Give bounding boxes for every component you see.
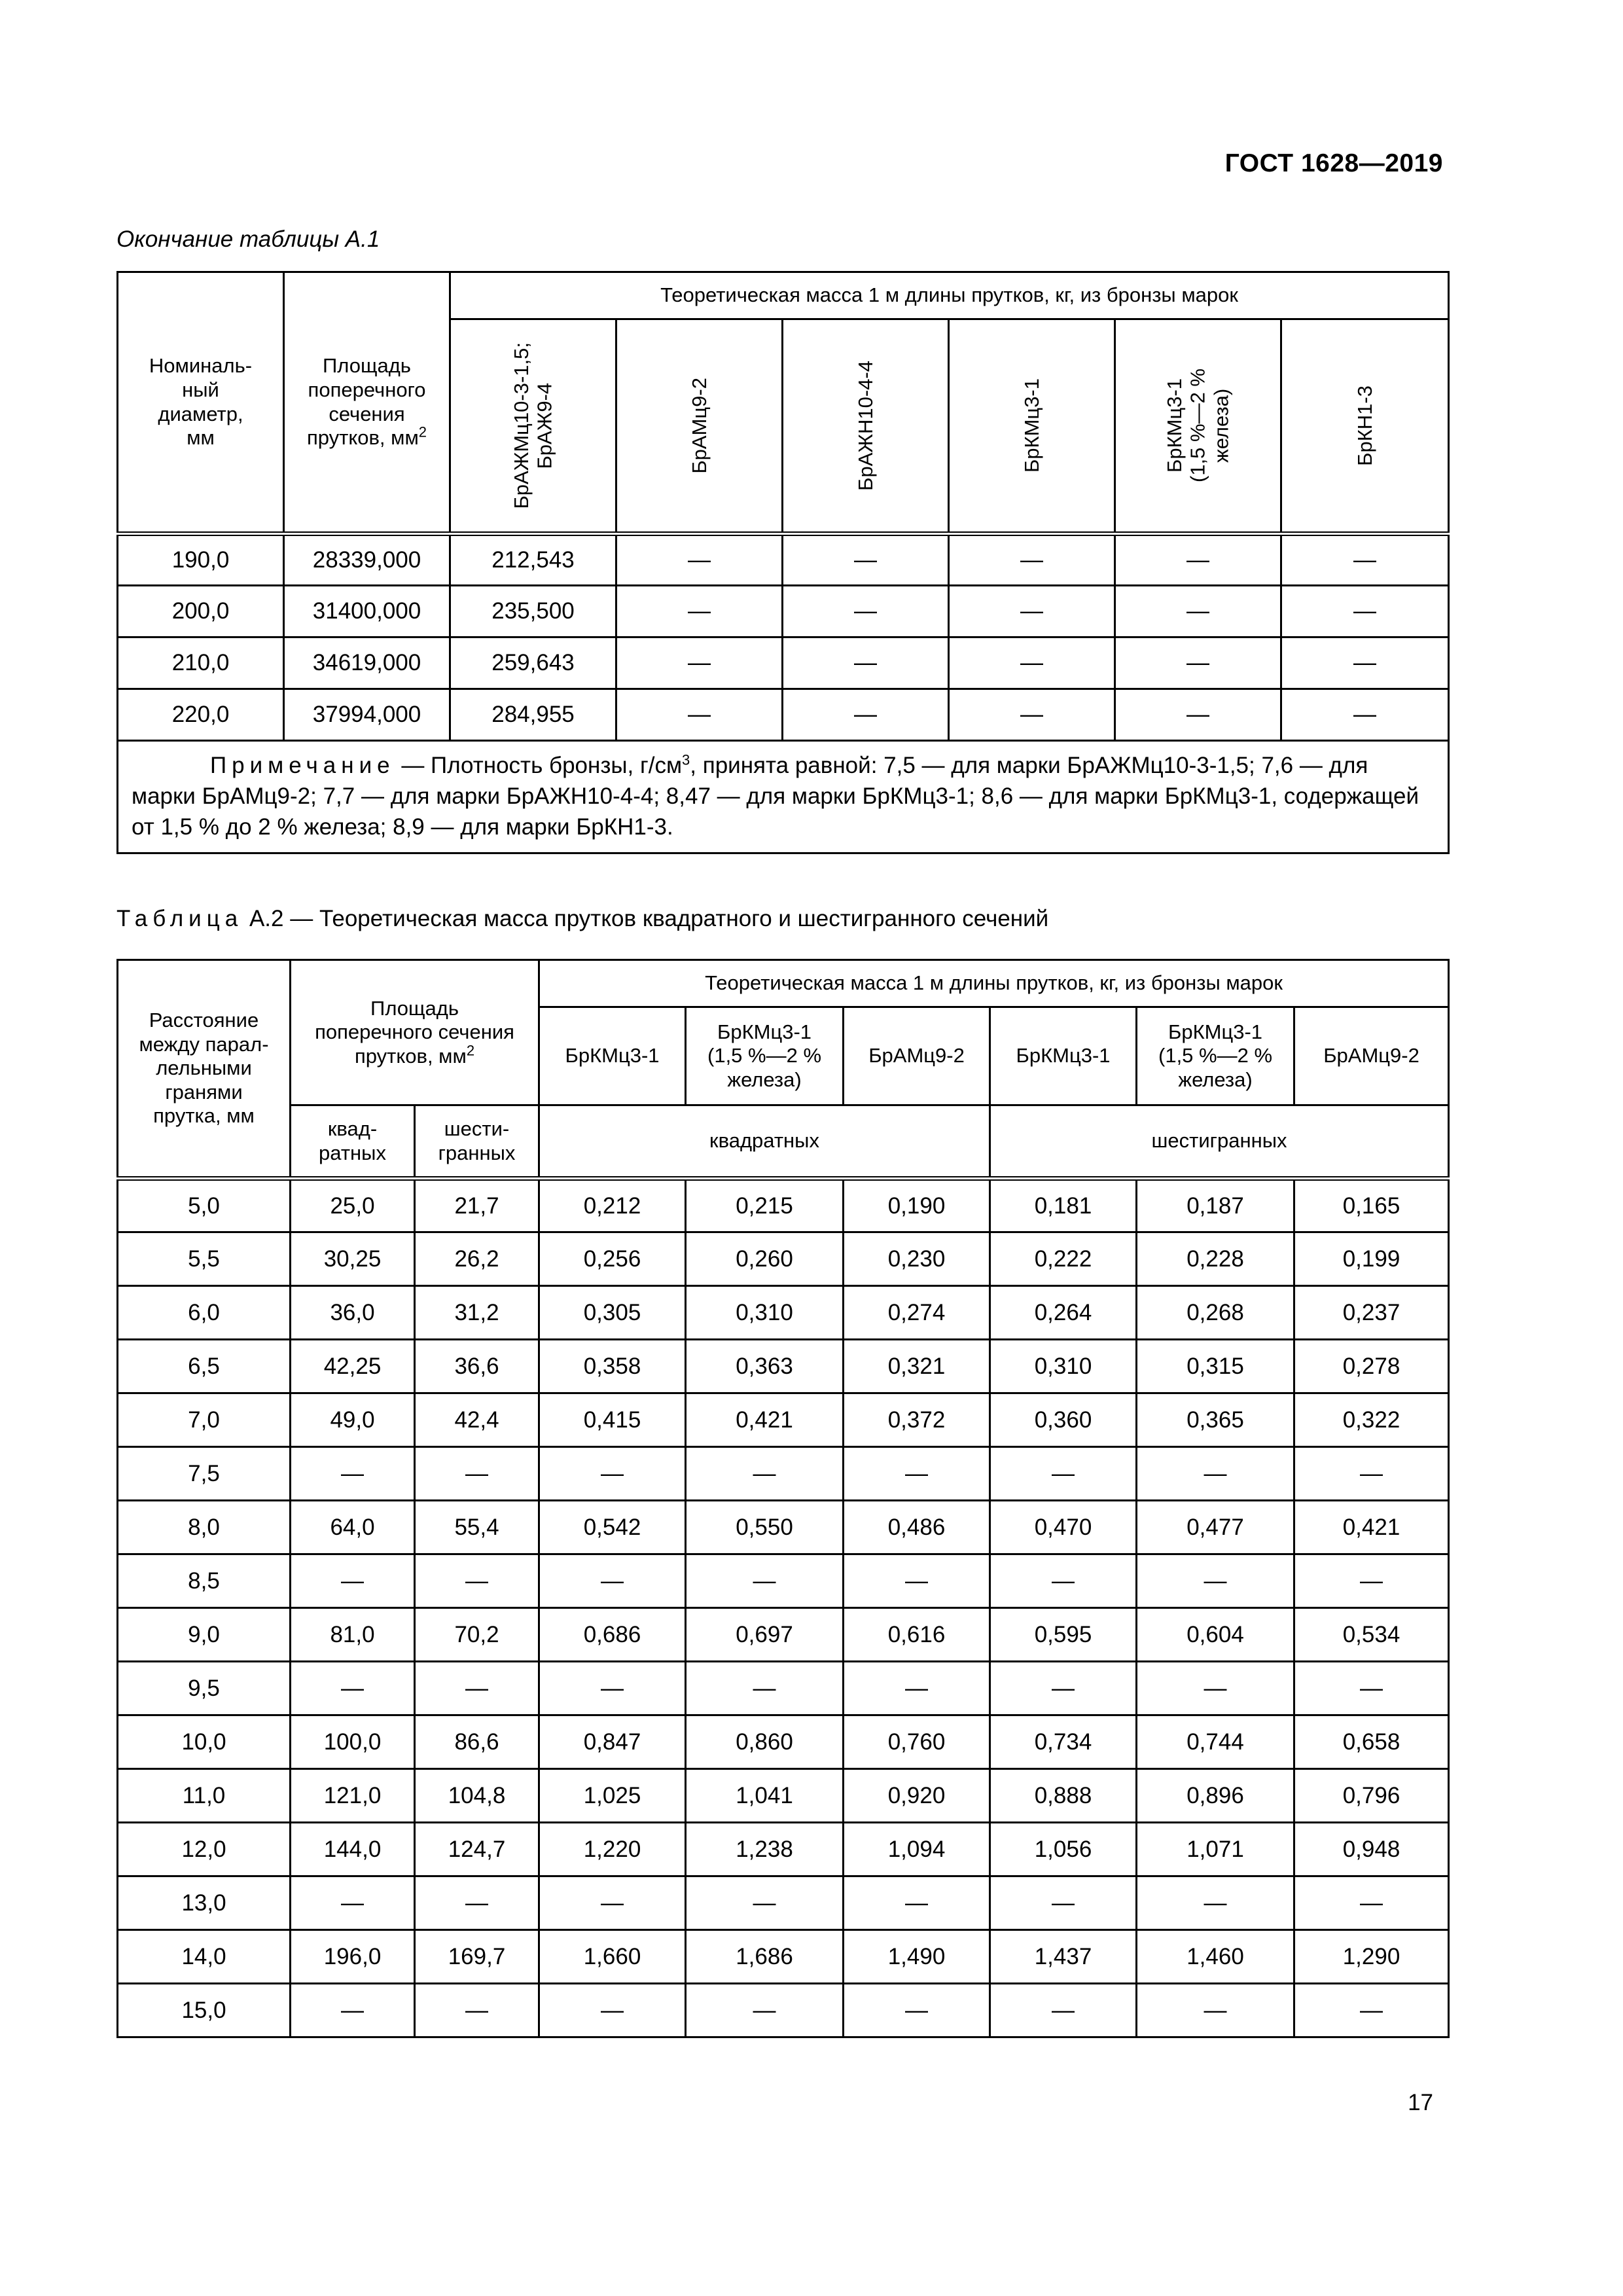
table-cell: —: [783, 586, 949, 637]
table-cell: 25,0: [291, 1179, 415, 1232]
table-cell: 6,5: [118, 1340, 291, 1393]
t2-grade-header: БрАМц9-2: [1294, 1007, 1449, 1105]
table-cell: —: [415, 1554, 539, 1608]
table-cell: 100,0: [291, 1715, 415, 1769]
table-cell: 0,212: [539, 1179, 686, 1232]
table-cell: 11,0: [118, 1769, 291, 1823]
table-cell: 124,7: [415, 1823, 539, 1876]
table-cell: 0,616: [844, 1608, 990, 1662]
table-cell: 0,796: [1294, 1769, 1449, 1823]
table-cell: —: [1115, 534, 1281, 586]
table-cell: —: [291, 1554, 415, 1608]
table-cell: 49,0: [291, 1393, 415, 1447]
table-row: [118, 689, 1449, 741]
table-cell: 1,094: [844, 1823, 990, 1876]
table-cell: 7,0: [118, 1393, 291, 1447]
table-cell: —: [783, 534, 949, 586]
table-cell: 36,6: [415, 1340, 539, 1393]
table-cell: 169,7: [415, 1930, 539, 1984]
table-cell: 0,165: [1294, 1179, 1449, 1232]
table-cell: 0,274: [844, 1286, 990, 1340]
table-cell: —: [616, 637, 783, 689]
table-cell: —: [1281, 689, 1449, 741]
table-cell: —: [1281, 586, 1449, 637]
table-row: [118, 1608, 1449, 1662]
table-cell: 0,486: [844, 1501, 990, 1554]
table-cell: —: [783, 637, 949, 689]
table-cell: 0,315: [1137, 1340, 1294, 1393]
table-cell: —: [415, 1984, 539, 2037]
table-cell: 0,363: [686, 1340, 844, 1393]
table-row: [118, 534, 1449, 586]
table-cell: —: [844, 1662, 990, 1715]
table-cell: —: [949, 534, 1115, 586]
table2: [116, 959, 1450, 2038]
table-row: [118, 1662, 1449, 1715]
table-cell: —: [949, 637, 1115, 689]
table-cell: 9,0: [118, 1608, 291, 1662]
table-cell: 104,8: [415, 1769, 539, 1823]
table-row: [118, 1232, 1449, 1286]
table-cell: 0,470: [990, 1501, 1137, 1554]
t1-header-nominal-diameter: Номиналь- ный диаметр, мм: [118, 272, 284, 534]
table-cell: 0,230: [844, 1232, 990, 1286]
table-cell: —: [1137, 1554, 1294, 1608]
table-cell: 36,0: [291, 1286, 415, 1340]
table-cell: 9,5: [118, 1662, 291, 1715]
table-cell: —: [415, 1876, 539, 1930]
table-cell: 37994,000: [284, 689, 450, 741]
table-cell: 34619,000: [284, 637, 450, 689]
table-cell: 0,187: [1137, 1179, 1294, 1232]
table-cell: 0,595: [990, 1608, 1137, 1662]
table-cell: —: [539, 1984, 686, 2037]
table-cell: —: [539, 1662, 686, 1715]
table-cell: 21,7: [415, 1179, 539, 1232]
table1: [116, 271, 1450, 854]
t2-section-hex: шестигранных: [990, 1105, 1449, 1179]
table-cell: —: [686, 1554, 844, 1608]
table-cell: 0,305: [539, 1286, 686, 1340]
t2-grade-header: БрКМц3-1: [990, 1007, 1137, 1105]
document-code: ГОСТ 1628—2019: [1224, 149, 1443, 177]
table-cell: 28339,000: [284, 534, 450, 586]
table-cell: 0,222: [990, 1232, 1137, 1286]
t1-grade-header: БрКМц3-1 (1,5 %—2 % железа): [1115, 319, 1281, 534]
table-cell: 1,686: [686, 1930, 844, 1984]
table-cell: 0,421: [686, 1393, 844, 1447]
table-cell: 86,6: [415, 1715, 539, 1769]
table-row: [118, 1447, 1449, 1501]
table-cell: 259,643: [450, 637, 616, 689]
table-cell: 0,215: [686, 1179, 844, 1232]
table2-caption: Таблица А.2 — Теоретическая масса прутков квадратного и шестигранного сечений: [116, 906, 1049, 931]
t2-header-area: Площадь поперечного сечения прутков, $мм^2$: [291, 960, 539, 1105]
table-cell: 0,604: [1137, 1608, 1294, 1662]
table-cell: 1,437: [990, 1930, 1137, 1984]
table-cell: —: [415, 1447, 539, 1501]
table-cell: —: [783, 689, 949, 741]
table-cell: 0,365: [1137, 1393, 1294, 1447]
t2-header-group: Теоретическая масса 1 м длины прутков, кг, из бронзы марок: [539, 960, 1449, 1007]
table-cell: —: [949, 586, 1115, 637]
table-cell: —: [1115, 637, 1281, 689]
table-cell: 14,0: [118, 1930, 291, 1984]
table-row: [118, 1501, 1449, 1554]
t1-note: Примечание — Плотность бронзы, $г/см^3$, принята равной: 7,5 — для марки БрАЖМц10-3-1,5; 7,6 — для марки БрАМц9-2; 7,7 — для марки БрАЖН10-4-4; 8,47 — для марки БрКМц3-1; 8,6 — для марки БрКМц3-1, содержащей от 1,5 % до 2 % железа; 8,9 — для марки БрКН1-3.: [118, 741, 1449, 853]
table-cell: —: [1137, 1984, 1294, 2037]
table-cell: 121,0: [291, 1769, 415, 1823]
table-cell: 81,0: [291, 1608, 415, 1662]
table-cell: —: [1137, 1447, 1294, 1501]
table-cell: 0,686: [539, 1608, 686, 1662]
table-cell: 0,477: [1137, 1501, 1294, 1554]
table-cell: 0,760: [844, 1715, 990, 1769]
t1-header-area: Площадь поперечного сечения прутков, $мм^2$: [284, 272, 450, 534]
table-row: [118, 1823, 1449, 1876]
t2-grade-header: БрКМц3-1: [539, 1007, 686, 1105]
table-cell: —: [844, 1554, 990, 1608]
table-cell: 210,0: [118, 637, 284, 689]
table-cell: 0,322: [1294, 1393, 1449, 1447]
table-row: [118, 1554, 1449, 1608]
t2-grade-header: БрКМц3-1 (1,5 %—2 % железа): [1137, 1007, 1294, 1105]
table-cell: 0,310: [686, 1286, 844, 1340]
table-cell: 0,542: [539, 1501, 686, 1554]
table-cell: —: [990, 1984, 1137, 2037]
table-row: [118, 1340, 1449, 1393]
table-row: [118, 1769, 1449, 1823]
table-row: [118, 1393, 1449, 1447]
table-cell: 0,260: [686, 1232, 844, 1286]
table-cell: —: [539, 1554, 686, 1608]
table-cell: 1,041: [686, 1769, 844, 1823]
table-cell: 190,0: [118, 534, 284, 586]
table-cell: 196,0: [291, 1930, 415, 1984]
table-cell: —: [1137, 1662, 1294, 1715]
t2-grade-header: БрАМц9-2: [844, 1007, 990, 1105]
table-cell: 42,4: [415, 1393, 539, 1447]
table-cell: 70,2: [415, 1608, 539, 1662]
table-cell: 31400,000: [284, 586, 450, 637]
table-row: [118, 1715, 1449, 1769]
table-cell: 0,920: [844, 1769, 990, 1823]
table-cell: 10,0: [118, 1715, 291, 1769]
table-cell: —: [686, 1447, 844, 1501]
table-cell: 0,658: [1294, 1715, 1449, 1769]
page-number: 17: [1408, 2090, 1433, 2115]
table-cell: —: [1115, 689, 1281, 741]
table-cell: 1,056: [990, 1823, 1137, 1876]
table-cell: 8,5: [118, 1554, 291, 1608]
table-row: [118, 637, 1449, 689]
table-cell: —: [291, 1984, 415, 2037]
table-cell: 5,5: [118, 1232, 291, 1286]
table-row: [118, 1930, 1449, 1984]
t1-grade-header: БрКН1-3: [1281, 319, 1449, 534]
table-cell: 0,372: [844, 1393, 990, 1447]
table-cell: 0,860: [686, 1715, 844, 1769]
table-cell: 1,490: [844, 1930, 990, 1984]
table-cell: 0,228: [1137, 1232, 1294, 1286]
table-cell: —: [1115, 586, 1281, 637]
t1-grade-header: БрКМц3-1: [949, 319, 1115, 534]
table-cell: —: [990, 1876, 1137, 1930]
table-cell: 0,847: [539, 1715, 686, 1769]
table-cell: —: [844, 1876, 990, 1930]
table-row: [118, 1984, 1449, 2037]
table-cell: 284,955: [450, 689, 616, 741]
table-cell: 30,25: [291, 1232, 415, 1286]
table-cell: —: [1137, 1876, 1294, 1930]
table-cell: 0,550: [686, 1501, 844, 1554]
t1-note-label: Примечание: [210, 753, 395, 778]
table-cell: 5,0: [118, 1179, 291, 1232]
table-cell: 0,181: [990, 1179, 1137, 1232]
t1-grade-header: БрАМц9-2: [616, 319, 783, 534]
table-row: [118, 1876, 1449, 1930]
table-cell: 55,4: [415, 1501, 539, 1554]
table-cell: 42,25: [291, 1340, 415, 1393]
table-cell: 13,0: [118, 1876, 291, 1930]
table-cell: —: [539, 1876, 686, 1930]
table-cell: —: [990, 1554, 1137, 1608]
table-cell: —: [1294, 1662, 1449, 1715]
table-cell: —: [686, 1984, 844, 2037]
table-cell: —: [1281, 637, 1449, 689]
table-cell: —: [1294, 1984, 1449, 2037]
t1-grade-header: БрАЖН10-4-4: [783, 319, 949, 534]
table-cell: 64,0: [291, 1501, 415, 1554]
table-cell: 212,543: [450, 534, 616, 586]
table-cell: —: [616, 689, 783, 741]
t2-header-distance: Расстояние между парал- лельными гранями прутка, мм: [118, 960, 291, 1179]
table-cell: —: [686, 1876, 844, 1930]
table-cell: 200,0: [118, 586, 284, 637]
table-cell: 235,500: [450, 586, 616, 637]
table-cell: —: [1294, 1876, 1449, 1930]
table-cell: —: [844, 1984, 990, 2037]
table-cell: —: [844, 1447, 990, 1501]
table-cell: —: [291, 1662, 415, 1715]
table-cell: 220,0: [118, 689, 284, 741]
table-cell: 0,948: [1294, 1823, 1449, 1876]
table-cell: 0,199: [1294, 1232, 1449, 1286]
table-cell: 8,0: [118, 1501, 291, 1554]
table-cell: 6,0: [118, 1286, 291, 1340]
table-cell: 0,256: [539, 1232, 686, 1286]
table-cell: —: [415, 1662, 539, 1715]
t1-header-group: Теоретическая масса 1 м длины прутков, кг, из бронзы марок: [450, 272, 1449, 319]
table-cell: 0,190: [844, 1179, 990, 1232]
table-cell: 0,278: [1294, 1340, 1449, 1393]
table-cell: 0,896: [1137, 1769, 1294, 1823]
table-cell: 1,025: [539, 1769, 686, 1823]
table-cell: 1,220: [539, 1823, 686, 1876]
table-cell: 12,0: [118, 1823, 291, 1876]
table-cell: 0,415: [539, 1393, 686, 1447]
table-cell: —: [291, 1876, 415, 1930]
table-cell: —: [291, 1447, 415, 1501]
table-cell: 0,237: [1294, 1286, 1449, 1340]
t2-section-square: квадратных: [539, 1105, 990, 1179]
t2-header-hex: шести- гранных: [415, 1105, 539, 1179]
table-cell: 0,310: [990, 1340, 1137, 1393]
table-cell: 1,071: [1137, 1823, 1294, 1876]
table-cell: —: [539, 1447, 686, 1501]
table-cell: 0,534: [1294, 1608, 1449, 1662]
table-cell: 0,358: [539, 1340, 686, 1393]
table-cell: 0,268: [1137, 1286, 1294, 1340]
table-cell: 1,290: [1294, 1930, 1449, 1984]
table-cell: 144,0: [291, 1823, 415, 1876]
table-cell: —: [1294, 1447, 1449, 1501]
table-cell: —: [1281, 534, 1449, 586]
table-cell: 0,734: [990, 1715, 1137, 1769]
table-cell: 1,660: [539, 1930, 686, 1984]
table1-caption: Окончание таблицы А.1: [116, 226, 380, 252]
table-cell: 0,744: [1137, 1715, 1294, 1769]
table-cell: —: [616, 586, 783, 637]
table-cell: 7,5: [118, 1447, 291, 1501]
table-cell: 26,2: [415, 1232, 539, 1286]
table-cell: 0,888: [990, 1769, 1137, 1823]
table-cell: —: [616, 534, 783, 586]
table-cell: —: [686, 1662, 844, 1715]
t1-grade-header: БрАЖМц10-3-1,5; БрАЖ9-4: [450, 319, 616, 534]
table-cell: 1,238: [686, 1823, 844, 1876]
table-cell: 0,360: [990, 1393, 1137, 1447]
table-row: [118, 1286, 1449, 1340]
table-cell: —: [990, 1447, 1137, 1501]
table-cell: 0,697: [686, 1608, 844, 1662]
table-cell: 31,2: [415, 1286, 539, 1340]
table-cell: 0,421: [1294, 1501, 1449, 1554]
t2-header-square: квад- ратных: [291, 1105, 415, 1179]
table-row: [118, 586, 1449, 637]
table-cell: —: [1294, 1554, 1449, 1608]
t2-grade-header: БрКМц3-1 (1,5 %—2 % железа): [686, 1007, 844, 1105]
table-cell: 1,460: [1137, 1930, 1294, 1984]
table-cell: 0,264: [990, 1286, 1137, 1340]
table-cell: 15,0: [118, 1984, 291, 2037]
table-cell: 0,321: [844, 1340, 990, 1393]
table-cell: —: [990, 1662, 1137, 1715]
table-cell: —: [949, 689, 1115, 741]
table-row: [118, 1179, 1449, 1232]
